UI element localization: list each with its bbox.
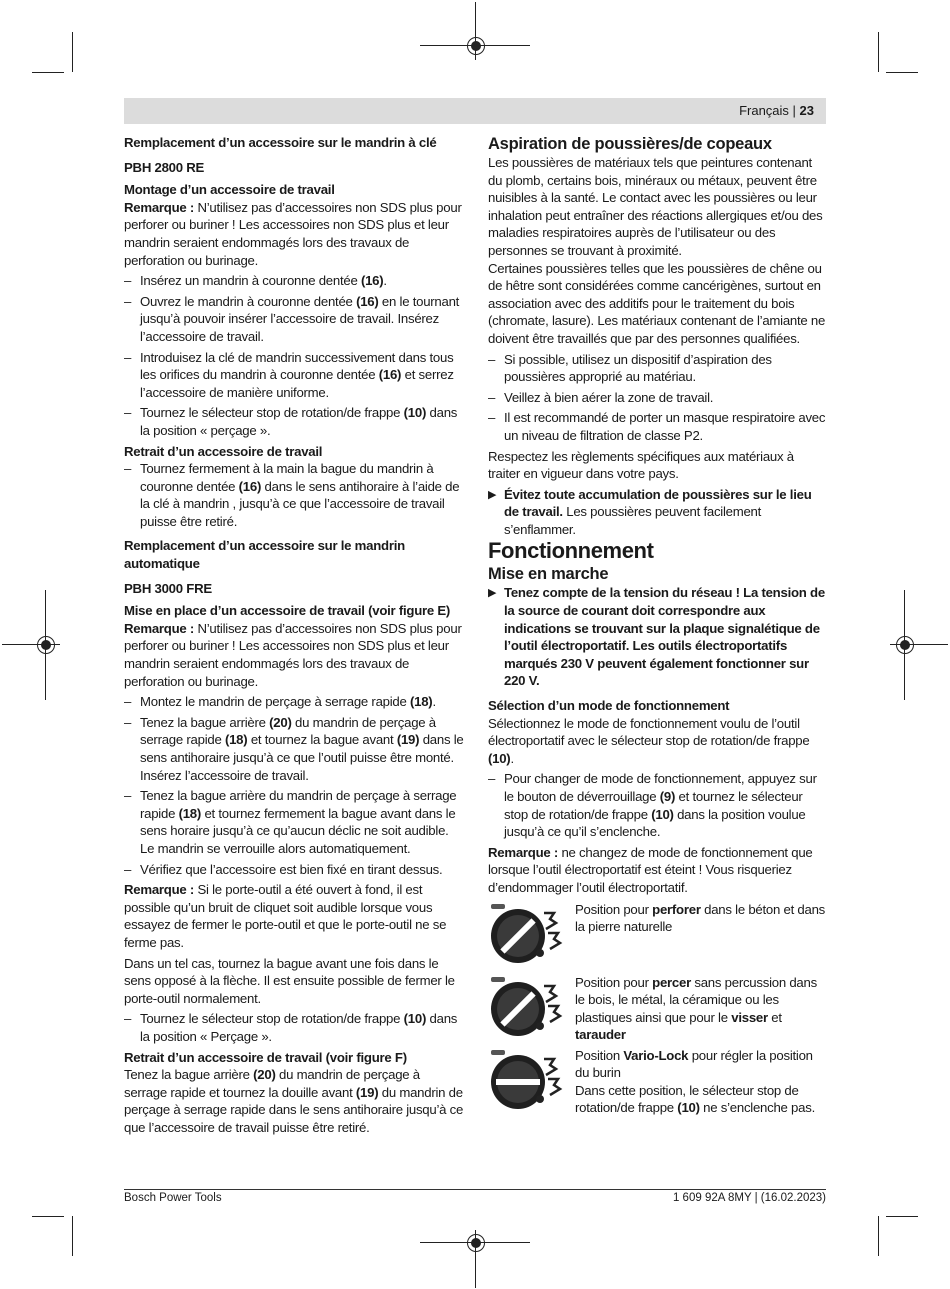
mode-description: Position pour perforer dans le béton et dans la pierre naturelle: [575, 901, 825, 935]
section-heading: Aspiration de poussières/de copeaux: [488, 135, 772, 153]
hammer-drill-mode-icon: [488, 901, 570, 965]
warning-triangle-bullet-icon: ▶: [488, 488, 497, 501]
list-item: – Tournez le sélecteur stop de rotation/de frappe (10) dans la position « Perçage ».: [124, 1010, 464, 1045]
list-item: – Pour changer de mode de fonctionnement, appuyez sur le bouton de déverrouillage (9) et tournez le sélecteur stop de rotation/de frappe (10) dans la position voulue jusqu’à ce qu’il s’enclenche.: [488, 770, 826, 840]
list-item: – Vérifiez que l’accessoire est bien fixé en tirant dessus.: [124, 861, 464, 879]
list-item: – Tenez la bague arrière (20) du mandrin de perçage à serrage rapide (18) et tournez la bague avant (19) dans le sens antihoraire jusqu’à ce que l’outil puisse être monté. Insérez l’accessoire de travail.: [124, 714, 464, 784]
mode-list: [488, 901, 826, 1120]
crop-mark: [32, 1216, 64, 1217]
list-item: – Montez le mandrin de perçage à serrage rapide (18).: [124, 693, 464, 711]
subsection-heading: Mise en place d’un accessoire de travail (voir figure E): [124, 603, 451, 619]
instruction-list: [124, 460, 464, 530]
page-header: Français | 23: [739, 103, 814, 118]
body-paragraph: Les poussières de matériaux tels que peintures contenant du plomb, certains bois, minéraux ou métaux, peuvent être nuisibles à la santé. Le contact avec les poussières ou leur inhalation peut entraîner des réactions allergiques et/ou des maladies respiratoires auprès de l’utilisateur ou des personnes se trouvant à proximité.: [488, 155, 823, 258]
header-bar: [124, 98, 826, 124]
instruction-list: [124, 1010, 464, 1045]
list-item: – Ouvrez le mandrin à couronne dentée (16) en le tournant jusqu’à pouvoir insérer l’accessoire de travail. Insérez l’accessoire de travail.: [124, 293, 464, 346]
body-paragraph: Sélectionnez le mode de fonctionnement voulu de l’outil électroportatif avec le sélecteur stop de rotation/de frappe (10).: [488, 715, 810, 766]
crop-mark: [886, 1216, 918, 1217]
mode-description: Position pour percer sans percussion dans le bois, le métal, la céramique ou les plastiques ainsi que pour le visser et tarauder: [575, 974, 817, 1043]
footer-rule: [124, 1189, 826, 1190]
warning-triangle-bullet-icon: ▶: [488, 587, 497, 600]
left-column: [124, 134, 464, 1136]
mode-row: [488, 974, 826, 1047]
list-item: – Si possible, utilisez un dispositif d’aspiration des poussières approprié au matériau.: [488, 351, 826, 386]
model-heading: PBH 3000 FRE: [124, 580, 212, 596]
subsection-heading: Sélection d’un mode de fonctionnement: [488, 698, 730, 714]
instruction-list: [124, 272, 464, 439]
list-item: – Introduisez la clé de mandrin successivement dans tous les orifices du mandrin à couronne dentée (16) et serrez l’accessoire de manière uniforme.: [124, 349, 464, 402]
warning-paragraph: ▶ Tenez compte de la tension du réseau ! La tension de la source de courant doit correspondre aux indications se trouvant sur la plaque signalétique de l’outil électroportatif. Les outils électroportatifs marqués 230 V peuvent également fonctionner sur 220 V.: [488, 585, 825, 689]
drill-mode-icon: [488, 974, 570, 1038]
subsection-heading: Retrait d’un accessoire de travail: [124, 443, 323, 459]
list-item: – Insérez un mandrin à couronne dentée (16).: [124, 272, 464, 290]
right-column: [488, 134, 826, 1120]
crop-mark: [886, 72, 918, 73]
header-language: Français: [739, 103, 789, 118]
list-item: – Veillez à bien aérer la zone de travail.: [488, 389, 826, 407]
crop-mark: [878, 32, 879, 72]
list-item: – Tournez fermement à la main la bague du mandrin à couronne dentée (16) dans le sens antihoraire à l’aide de la clé à mandrin , jusqu’à ce que l’accessoire de travail puisse être retiré.: [124, 460, 464, 530]
body-paragraph: Respectez les règlements spécifiques aux matériaux à traiter en vigueur dans votre pays.: [488, 448, 794, 482]
mode-description: Position Vario-Lock pour régler la position du burin Dans cette position, le sélecteur stop de rotation/de frappe (10) ne s’enclenche pas.: [575, 1047, 815, 1116]
note-paragraph: Remarque : Si le porte-outil a été ouvert à fond, il est possible qu’un bruit de cliquet soit audible lorsque vous essayez de fermer le porte-outil et que le porte-outil ne se ferme pas.: [124, 882, 447, 950]
page-number: 23: [799, 103, 814, 118]
body-paragraph: Certaines poussières telles que les poussières de chêne ou de hêtre sont considérées comme cancérigènes, surtout en association avec des additifs pour le traitement du bois (chromate, lasure). Les matériaux contenant de l’amiante ne doivent être travaillés que par des personnes qualifiées.: [488, 260, 826, 346]
note-paragraph: Remarque : N’utilisez pas d’accessoires non SDS plus pour perforer ou buriner ! Les accessoires non SDS plus et leur mandrin seraient endommagés lors des travaux de perforation ou burinage.: [124, 620, 462, 689]
instruction-list: [488, 770, 826, 840]
body-paragraph: Dans un tel cas, tournez la bague avant une fois dans le sens opposé à la flèche. Il est ensuite possible de fermer le porte-outil normalement.: [124, 955, 455, 1006]
footer-doc-number: 1 609 92A 8MY | (16.02.2023): [672, 1192, 826, 1204]
crop-mark: [32, 72, 64, 73]
mode-row: [488, 1047, 826, 1120]
note-paragraph: Remarque : ne changez de mode de fonctionnement que lorsque l’outil électroportatif est éteint ! Vous risqueriez d’endommager l’outil électroportatif.: [488, 844, 813, 895]
section-heading: Remplacement d’un accessoire sur le mandrin à clé: [124, 135, 437, 150]
crop-mark: [878, 1216, 879, 1256]
instruction-list: [488, 351, 826, 445]
footer-brand: Bosch Power Tools: [124, 1192, 222, 1204]
crop-mark: [72, 32, 73, 72]
model-heading: PBH 2800 RE: [124, 159, 205, 175]
crop-mark: [72, 1216, 73, 1256]
note-paragraph: Remarque : N’utilisez pas d’accessoires non SDS plus pour perforer ou buriner ! Les accessoires non SDS plus et leur mandrin seraient endommagés lors des travaux de perforation ou burinage.: [124, 199, 462, 268]
instruction-list: [124, 693, 464, 878]
mode-row: [488, 901, 826, 974]
chapter-heading: Fonctionnement: [488, 538, 654, 564]
body-paragraph: Tenez la bague arrière (20) du mandrin de perçage à serrage rapide et tournez la douille avant (19) du mandrin de perçage à serrage rapide dans le sens antihoraire jusqu’à ce que l’accessoire de travail puisse être retiré.: [124, 1067, 464, 1135]
section-heading: Remplacement d’un accessoire sur le mandrin automatique: [124, 538, 405, 572]
list-item: – Il est recommandé de porter un masque respiratoire avec un niveau de filtration de classe P2.: [488, 409, 826, 444]
list-item: – Tournez le sélecteur stop de rotation/de frappe (10) dans la position « perçage ».: [124, 404, 464, 439]
section-heading: Mise en marche: [488, 565, 609, 584]
subsection-heading: Montage d’un accessoire de travail: [124, 182, 335, 198]
vario-lock-mode-icon: [488, 1047, 570, 1111]
warning-paragraph: ▶ Évitez toute accumulation de poussières sur le lieu de travail. Les poussières peuvent facilement s’enflammer.: [488, 486, 812, 537]
list-item: – Tenez la bague arrière du mandrin de perçage à serrage rapide (18) et tournez fermement la bague avant dans le sens horaire jusqu’à ce qu’aucun déclic ne soit audible. Le mandrin se verrouille alors automatiquement.: [124, 787, 464, 857]
subsection-heading: Retrait d’un accessoire de travail (voir figure F): [124, 1049, 407, 1065]
